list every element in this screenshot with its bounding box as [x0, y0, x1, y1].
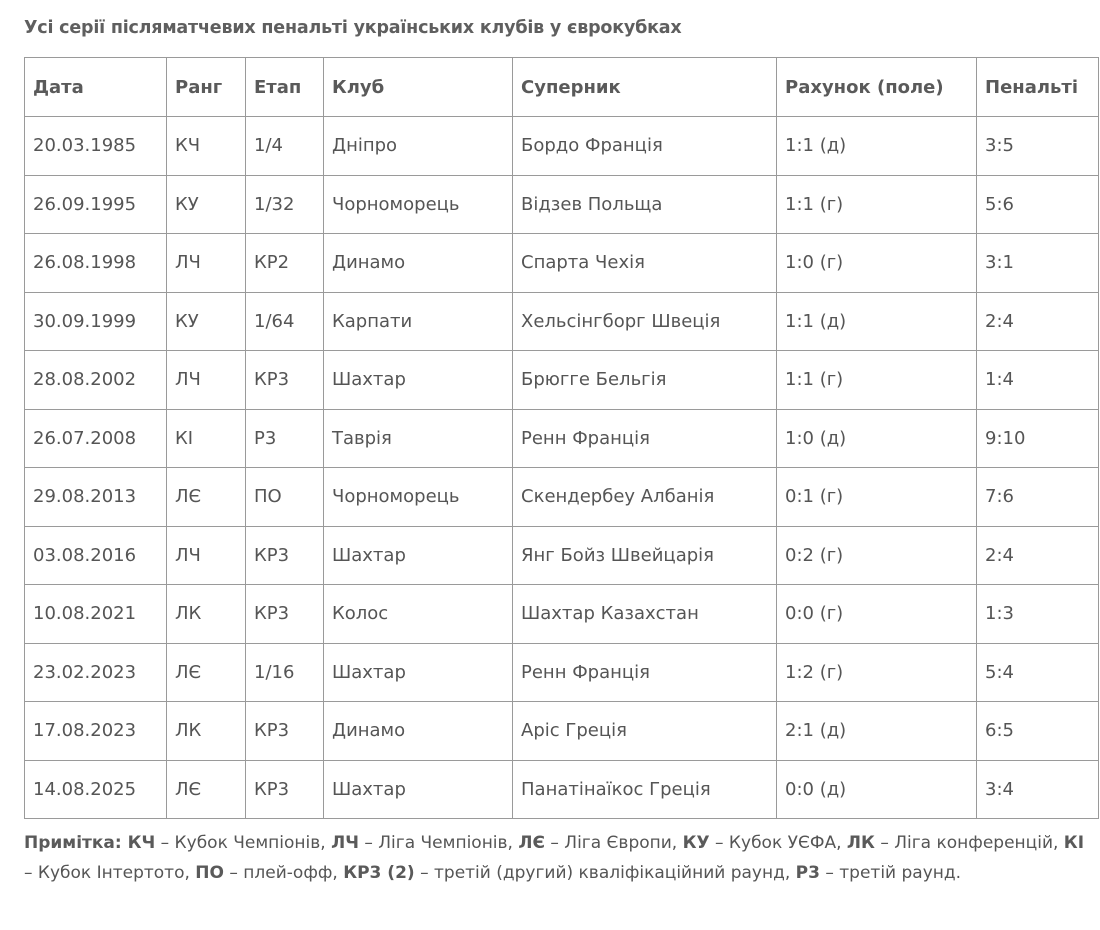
- rank-cell: ЛЧ: [167, 234, 246, 293]
- score-cell: 0:0 (г): [777, 585, 977, 644]
- penalties-cell: 5:6: [977, 175, 1099, 234]
- club-cell: Колос: [324, 585, 513, 644]
- club-cell: Шахтар: [324, 351, 513, 410]
- column-penalties-header: Пенальті: [977, 58, 1099, 117]
- table-row: [25, 117, 1099, 176]
- rank-cell: ЛЄ: [167, 468, 246, 527]
- table-title: Усі серії післяматчевих пенальті українських клубів у єврокубках: [24, 18, 682, 38]
- opponent-cell: Бордо Франція: [513, 117, 777, 176]
- opponent-cell: Шахтар Казахстан: [513, 585, 777, 644]
- club-cell: Дніпро: [324, 117, 513, 176]
- table-row: [25, 351, 1099, 410]
- rank-cell: КІ: [167, 409, 246, 468]
- note-definition: – третій раунд.: [819, 863, 962, 883]
- penalties-cell: 5:4: [977, 643, 1099, 702]
- note-term: ЛЧ: [331, 833, 359, 853]
- penalties-cell: 6:5: [977, 702, 1099, 761]
- date-cell: 29.08.2013: [25, 468, 167, 527]
- table-row: [25, 643, 1099, 702]
- opponent-cell: Спарта Чехія: [513, 234, 777, 293]
- note-term: Р3: [795, 863, 820, 883]
- rank-cell: ЛЧ: [167, 526, 246, 585]
- table-row: [25, 702, 1099, 761]
- date-cell: 26.09.1995: [25, 175, 167, 234]
- score-cell: 1:0 (г): [777, 234, 977, 293]
- club-cell: Динамо: [324, 234, 513, 293]
- rank-cell: ЛЄ: [167, 643, 246, 702]
- date-cell: 30.09.1999: [25, 292, 167, 351]
- rank-cell: ЛЧ: [167, 351, 246, 410]
- opponent-cell: Янг Бойз Швейцарія: [513, 526, 777, 585]
- stage-cell: КР3: [246, 585, 324, 644]
- club-cell: Чорноморець: [324, 468, 513, 527]
- column-opponent-header: Суперник: [513, 58, 777, 117]
- date-cell: 14.08.2025: [25, 760, 167, 819]
- penalties-cell: 7:6: [977, 468, 1099, 527]
- opponent-cell: Панатінаїкос Греція: [513, 760, 777, 819]
- opponent-cell: Брюгге Бельгія: [513, 351, 777, 410]
- stage-cell: ПО: [246, 468, 324, 527]
- stage-cell: КР3: [246, 526, 324, 585]
- stage-cell: Р3: [246, 409, 324, 468]
- score-cell: 0:2 (г): [777, 526, 977, 585]
- score-cell: 1:1 (д): [777, 292, 977, 351]
- note-definition: – Кубок Чемпіонів,: [155, 833, 332, 853]
- penalties-cell: 1:3: [977, 585, 1099, 644]
- table-row: [25, 292, 1099, 351]
- penalty-series-table: [24, 57, 1099, 819]
- date-cell: 23.02.2023: [25, 643, 167, 702]
- note-term: ЛК: [846, 833, 875, 853]
- rank-cell: ЛК: [167, 702, 246, 761]
- table-row: [25, 760, 1099, 819]
- rank-cell: КЧ: [167, 117, 246, 176]
- club-cell: Шахтар: [324, 643, 513, 702]
- score-cell: 1:2 (г): [777, 643, 977, 702]
- score-cell: 2:1 (д): [777, 702, 977, 761]
- rank-cell: КУ: [167, 292, 246, 351]
- table-row: [25, 175, 1099, 234]
- note-term: КУ: [682, 833, 710, 853]
- abbreviations-note: [24, 828, 1088, 888]
- table-row: [25, 409, 1099, 468]
- club-cell: Шахтар: [324, 760, 513, 819]
- note-definition: – Ліга конференцій,: [874, 833, 1064, 853]
- penalties-cell: 2:4: [977, 292, 1099, 351]
- stage-cell: 1/4: [246, 117, 324, 176]
- score-cell: 0:0 (д): [777, 760, 977, 819]
- column-club-header: Клуб: [324, 58, 513, 117]
- stage-cell: 1/64: [246, 292, 324, 351]
- table-row: [25, 468, 1099, 527]
- table-row: [25, 585, 1099, 644]
- opponent-cell: Ренн Франція: [513, 409, 777, 468]
- penalties-cell: 3:4: [977, 760, 1099, 819]
- stage-cell: КР3: [246, 760, 324, 819]
- stage-cell: КР3: [246, 351, 324, 410]
- score-cell: 1:1 (д): [777, 117, 977, 176]
- opponent-cell: Аріс Греція: [513, 702, 777, 761]
- note-definition: – Ліга Чемпіонів,: [358, 833, 519, 853]
- score-cell: 1:1 (г): [777, 351, 977, 410]
- rank-cell: ЛК: [167, 585, 246, 644]
- score-cell: 1:0 (д): [777, 409, 977, 468]
- stage-cell: КР2: [246, 234, 324, 293]
- score-cell: 1:1 (г): [777, 175, 977, 234]
- note-term: Примітка: КЧ: [24, 833, 156, 853]
- stage-cell: 1/16: [246, 643, 324, 702]
- date-cell: 10.08.2021: [25, 585, 167, 644]
- note-term: ЛЄ: [518, 833, 545, 853]
- penalties-cell: 3:1: [977, 234, 1099, 293]
- column-stage-header: Етап: [246, 58, 324, 117]
- score-cell: 0:1 (г): [777, 468, 977, 527]
- note-term: КР3 (2): [343, 863, 415, 883]
- penalties-cell: 9:10: [977, 409, 1099, 468]
- rank-cell: ЛЄ: [167, 760, 246, 819]
- note-term: ПО: [195, 863, 224, 883]
- opponent-cell: Відзев Польща: [513, 175, 777, 234]
- date-cell: 26.08.1998: [25, 234, 167, 293]
- column-rank-header: Ранг: [167, 58, 246, 117]
- club-cell: Карпати: [324, 292, 513, 351]
- note-term: КІ: [1063, 833, 1085, 853]
- club-cell: Таврія: [324, 409, 513, 468]
- note-definition: – Кубок УЄФА,: [709, 833, 847, 853]
- club-cell: Динамо: [324, 702, 513, 761]
- note-definition: – третій (другий) кваліфікаційний раунд,: [414, 863, 796, 883]
- date-cell: 28.08.2002: [25, 351, 167, 410]
- note-definition: – плей-офф,: [223, 863, 344, 883]
- date-cell: 20.03.1985: [25, 117, 167, 176]
- note-definition: – Кубок Інтертото,: [24, 863, 196, 883]
- stage-cell: 1/32: [246, 175, 324, 234]
- table-row: [25, 234, 1099, 293]
- stage-cell: КР3: [246, 702, 324, 761]
- club-cell: Чорноморець: [324, 175, 513, 234]
- table-row: [25, 526, 1099, 585]
- table-header-row: [25, 58, 1099, 117]
- column-score-header: Рахунок (поле): [777, 58, 977, 117]
- rank-cell: КУ: [167, 175, 246, 234]
- penalties-cell: 2:4: [977, 526, 1099, 585]
- table-body: [25, 117, 1099, 819]
- date-cell: 26.07.2008: [25, 409, 167, 468]
- date-cell: 03.08.2016: [25, 526, 167, 585]
- penalties-cell: 1:4: [977, 351, 1099, 410]
- opponent-cell: Ренн Франція: [513, 643, 777, 702]
- club-cell: Шахтар: [324, 526, 513, 585]
- opponent-cell: Хельсінгборг Швеція: [513, 292, 777, 351]
- note-definition: – Ліга Європи,: [544, 833, 683, 853]
- penalties-cell: 3:5: [977, 117, 1099, 176]
- date-cell: 17.08.2023: [25, 702, 167, 761]
- opponent-cell: Скендербеу Албанія: [513, 468, 777, 527]
- column-date-header: Дата: [25, 58, 167, 117]
